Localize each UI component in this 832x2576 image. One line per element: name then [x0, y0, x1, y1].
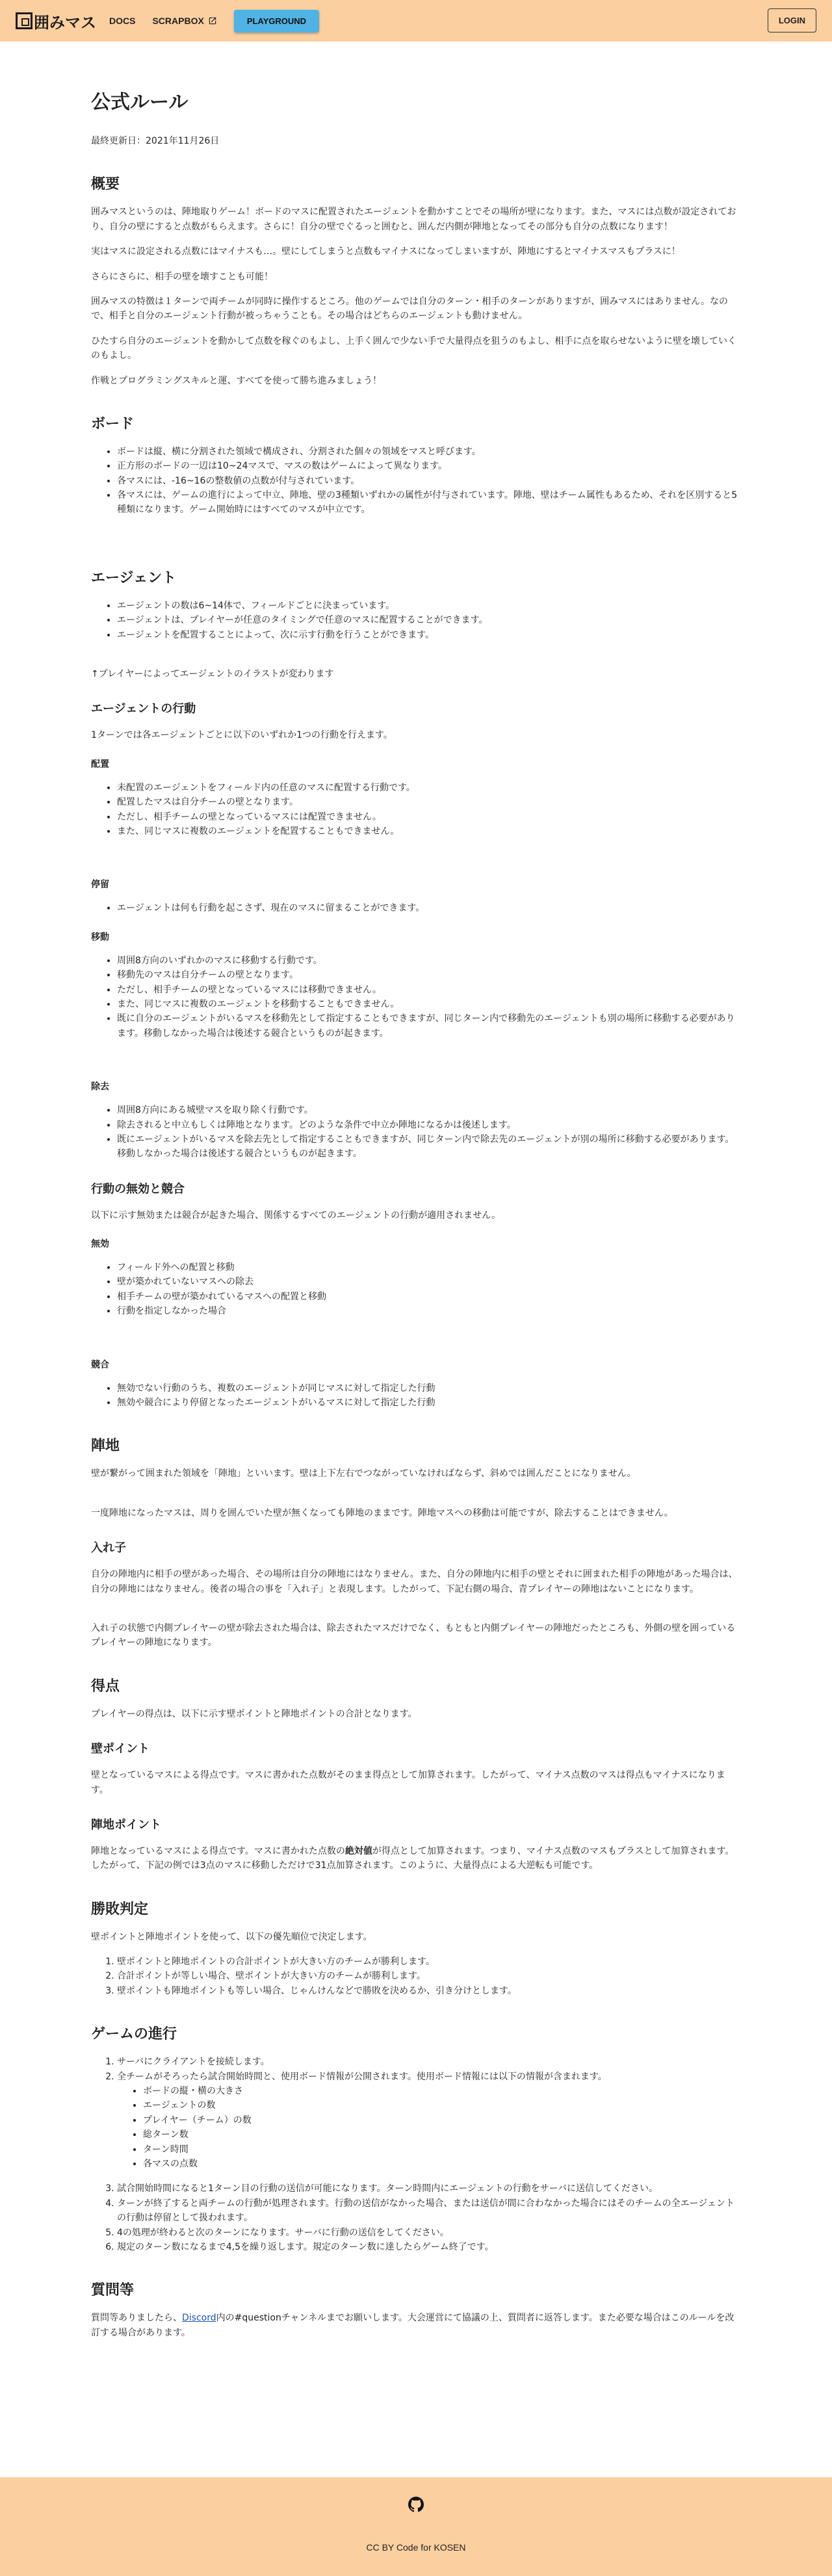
list-item: • プレイヤー（チーム）の数 [143, 2113, 741, 2127]
list-item: • 相手チームの壁が築かれているマスへの配置と移動 [117, 1290, 741, 1304]
territory-point-heading: 陣地ポイント [91, 1817, 161, 1832]
main-content [0, 42, 832, 2350]
nested-heading: 入れ子 [91, 1541, 126, 1555]
place-list [91, 781, 741, 839]
invalid-conflict-intro: 以下に示す無効または競合が起きた場合、関係するすべてのエージェントの行動が適用されません。 [91, 1210, 500, 1221]
copyright-text: CC BY Code for KOSEN [366, 2542, 466, 2553]
site-footer [0, 2477, 832, 2576]
site-logo[interactable] [16, 10, 96, 33]
list-item: • 既に自分のエージェントがいるマスを移動先として指定することもできますが、同じターン内で移動先のエージェントも別の場所に移動する必要があります。移動しなかった場合は後述する競合というものが起きます。 [117, 1011, 741, 1041]
login-button[interactable]: LOGIN [768, 8, 816, 33]
list-item: • 既にエージェントがいるマスを除去先として指定することもできますが、同じターン内で除去先のエージェントが別の場所に移動する必要があります。移動しなかった場合は後述する競合というものが起きます。 [117, 1132, 741, 1162]
list-item: • 周囲8方向のいずれかのマスに移動する行動です。 [117, 954, 741, 968]
list-item: • ただし、相手チームの壁となっているマスには移動できません。 [117, 983, 741, 997]
victory-intro: 壁ポイントと陣地ポイントを使って、以下の優先順位で決定します。 [91, 1931, 372, 1942]
list-item: • 行動を指定しなかった場合 [117, 1304, 741, 1318]
list-item: 1. サーバにクライアントを接続します。 [117, 2055, 741, 2069]
agent-heading: エージェント [91, 569, 177, 586]
list-item: 2. 合計ポイントが等しい場合、壁ポイントが大きい方のチームが勝利します。 [117, 1969, 741, 1983]
list-item: 5. 4の処理が終わると次のターンになります。サーバに行動の送信をしてください。 [117, 2226, 741, 2240]
overview-paragraph: 囲みマスというのは、陣地取りゲーム！ボードのマスに配置されたエージェントを動かすことでその場所が壁になります。また、マスには点数が設定されており、自分の壁にすると点数がもらえます。さらに！自分の壁でぐるっと囲むと、囲んだ内側が陣地となってその部分も自分の点数になります！ [91, 207, 736, 232]
github-icon[interactable] [408, 2497, 424, 2512]
discord-link[interactable]: Discord [182, 2313, 216, 2324]
nav-scrapbox-link[interactable] [152, 16, 216, 26]
last-updated: 最終更新日：2021年11月26日 [91, 136, 220, 146]
overview-heading: 概要 [91, 176, 120, 193]
progress-list [91, 2055, 741, 2254]
stay-list [91, 901, 741, 915]
stay-heading: 停留 [91, 879, 109, 891]
conflict-list [91, 1381, 741, 1411]
list-item: • エージェントの数 [143, 2098, 741, 2113]
list-item: • また、同じマスに複数のエージェントを移動することもできません。 [117, 997, 741, 1011]
list-item: • 無効や競合により停留となったエージェントがいるマスに対して指定した行動 [117, 1396, 741, 1410]
list-item: • 未配置のエージェントをフィールド内の任意のマスに配置する行動です。 [117, 781, 741, 795]
list-item: 2. 全チームがそろったら試合開始時間と、使用ボード情報が公開されます。使用ボード情報には以下の情報が含まれます。 • ボードの縦・横の大きさ • エージェントの数 • プレイヤー（チーム）の数 • 総ターン数 • ターン時間 • 各マスの点数 [117, 2070, 741, 2172]
wall-point-text: 壁となっているマスによる得点です。マスに書かれた点数がそのまま得点として加算されます。したがって、マイナス点数のマスは得点もマイナスになります。 [91, 1770, 725, 1795]
overview-paragraph: 実はマスに設定される点数にはマイナスも…。壁にしてしまうと点数もマイナスになってしまいますが、陣地にするとマイナスマスもプラスに！ [91, 246, 681, 257]
list-item: • エージェントは何も行動を起こさず、現在のマスに留まることができます。 [117, 901, 741, 915]
list-item: 1. 壁ポイントと陣地ポイントの合計ポイントが大きい方のチームが勝利します。 [117, 1955, 741, 1969]
absolute-value-emphasis: 絶対値 [344, 1845, 372, 1856]
victory-heading: 勝敗判定 [91, 1901, 149, 1918]
nav-scrapbox-label: SCRAPBOX [152, 16, 204, 26]
agent-action-heading: エージェントの行動 [91, 702, 196, 716]
score-heading: 得点 [91, 1678, 120, 1695]
void-heading: 無効 [91, 1239, 109, 1250]
overview-paragraph: ひたすら自分のエージェントを動かして点数を稼ぐのもよし、上手く囲んで少ない手で大量得点を狙うのもよし、相手に点を取らせないように壁を壊していくのもよし。 [91, 335, 737, 361]
remove-heading: 除去 [91, 1082, 109, 1093]
list-item: • 各マスには、ゲームの進行によって中立、陣地、壁の3種類いずれかの属性が付与されています。陣地、壁はチーム属性もあるため、それを区別すると5種類になります。ゲーム開始時にはすべてのマスが中立です。 [117, 488, 741, 517]
site-header [0, 0, 832, 42]
list-item: • 正方形のボードの一辺は10~24マスで、マスの数はゲームによって異なります。 [117, 459, 741, 473]
list-item: • 総ターン数 [143, 2127, 741, 2142]
nested-paragraph: 自分の陣地内に相手の壁があった場合、その場所は自分の陣地にはなりません。また、自分の陣地内に相手の壁とそれに囲まれた相手の陣地があった場合は、自分の陣地にはなりません。後者の場合の事を「入れ子」と表現します。したがって、下記右側の場合、青プレイヤーの陣地はないことになります。 [91, 1569, 738, 1594]
list-item: 6. 規定のターン数になるまで4,5を繰り返します。規定のターン数に達したらゲーム終了です。 [117, 2240, 741, 2254]
place-heading: 配置 [91, 759, 109, 770]
victory-list [91, 1955, 741, 1998]
wall-point-heading: 壁ポイント [91, 1742, 150, 1756]
faq-heading: 質問等 [91, 2282, 135, 2299]
overview-paragraph: 囲みマスの特徴は１ターンで両チームが同時に操作するところ。他のゲームでは自分のターン・相手のターンがありますが、囲みマスにはありません。なので、相手と自分のエージェント行動が被っちゃうことも。その場合はどちらのエージェントも動けません。 [91, 296, 728, 322]
list-item: • 各マスの点数 [143, 2157, 741, 2171]
page-title: 公式ルール [91, 91, 188, 114]
nav-playground-button[interactable]: PLAYGROUND [234, 10, 319, 33]
list-item: • ボードは縦、横に分割された領域で構成され、分割された個々の領域をマスと呼びます。 [117, 445, 741, 459]
board-heading: ボード [91, 415, 135, 432]
move-list [91, 954, 741, 1041]
list-item: • 各マスには、-16~16の整数値の点数が付与されています。 [117, 474, 741, 488]
logo-mark-icon [16, 12, 32, 29]
overview-paragraph: さらにさらに、相手の壁を壊すことも可能！ [91, 271, 273, 282]
list-item: • 壁が築かれていないマスへの除去 [117, 1275, 741, 1289]
nested-paragraph: 入れ子の状態で内側プレイヤーの壁が除去された場合は、除去されたマスだけでなく、もともと内側プレイヤーの陣地だったところも、外側の壁を囲っているプレイヤーの陣地になります。 [91, 1622, 736, 1648]
list-item: • 除去されると中立もしくは陣地となります。どのような条件で中立か陣地になるかは後述します。 [117, 1118, 741, 1132]
score-intro: プレイヤーの得点は、以下に示す壁ポイントと陣地ポイントの合計となります。 [91, 1708, 417, 1719]
list-item: • エージェントは、プレイヤーが任意のタイミングで任意のマスに配置することができます。 [117, 613, 741, 627]
list-item: 3. 壁ポイントも陣地ポイントも等しい場合、じゃんけんなどで勝敗を決めるか、引き分けとします。 [117, 1984, 741, 1998]
territory-heading: 陣地 [91, 1438, 120, 1455]
void-list [91, 1260, 741, 1319]
agent-list [91, 599, 741, 642]
logo-text: 囲みマス [34, 13, 96, 32]
list-item: • 移動先のマスは自分チームの壁となります。 [117, 968, 741, 982]
territory-point-text: 陣地となっているマスによる得点です。マスに書かれた点数の絶対値が得点として加算されます。つまり、マイナス点数のマスもプラスとして加算されます。したがって、下記の例では3点のマスに移動しただけで31点加算されます。このように、大量得点による大逆転も可能です。 [91, 1845, 734, 1871]
list-item: 3. 試合開始時間になると1ターン目の行動の送信が可能になります。ターン時間内にエージェントの行動をサーバに送信してください。 [117, 2181, 741, 2196]
list-item: • エージェントを配置することによって、次に示す行動を行うことができます。 [117, 628, 741, 642]
list-item: • 周囲8方向にある城壁マスを取り除く行動です。 [117, 1103, 741, 1117]
external-link-icon [208, 16, 217, 25]
list-item: • エージェントの数は6~14体で、フィールドごとに決まっています。 [117, 599, 741, 613]
list-item: • ただし、相手チームの壁となっているマスには配置できません。 [117, 810, 741, 824]
overview-paragraph: 作戦とプログラミングスキルと運、すべてを使って勝ち進みましょう！ [91, 375, 382, 386]
invalid-conflict-heading: 行動の無効と競合 [91, 1182, 185, 1196]
move-heading: 移動 [91, 931, 109, 943]
list-item: • また、同じマスに複数のエージェントを配置することもできません。 [117, 824, 741, 839]
faq-text: 質問等ありましたら、Discord内の#questionチャンネルまでお願いします。大会運営にて協議の上、質問者に返答します。また必要な場合はこのルールを改訂する場合があります。 [91, 2313, 734, 2338]
list-item: • 無効でない行動のうち、複数のエージェントが同じマスに対して指定した行動 [117, 1381, 741, 1396]
remove-list [91, 1103, 741, 1162]
territory-paragraph: 壁が繋がって囲まれた領域を「陣地」といいます。壁は上下左右でつながっていなければならず、斜めでは囲んだことになりません。 [91, 1468, 636, 1479]
board-list [91, 445, 741, 517]
territory-paragraph: 一度陣地になったマスは、周りを囲んでいた壁が無くなっても陣地のままです。陣地マスへの移動は可能ですが、除去することはできません。 [91, 1507, 673, 1518]
agent-illustration-note: ↑プレイヤーによってエージェントのイラストが変わります [91, 669, 334, 680]
conflict-heading: 競合 [91, 1359, 109, 1370]
list-item: • ターン時間 [143, 2142, 741, 2157]
board-info-list [117, 2084, 741, 2171]
agent-action-intro: 1ターンでは各エージェントごとに以下のいずれか1つの行動を行えます。 [91, 730, 393, 741]
list-item: • ボードの縦・横の大きさ [143, 2084, 741, 2098]
list-item: 4. ターンが終了すると両チームの行動が処理されます。行動の送信がなかった場合、または送信が間に合わなかった場合にはそのチームの全エージェントの行動は停留として扱われます。 [117, 2196, 741, 2226]
progress-heading: ゲームの進行 [91, 2026, 177, 2043]
list-item: • 配置したマスは自分チームの壁となります。 [117, 795, 741, 809]
nav-docs-link[interactable]: DOCS [109, 16, 136, 26]
list-item: • フィールド外への配置と移動 [117, 1260, 741, 1275]
